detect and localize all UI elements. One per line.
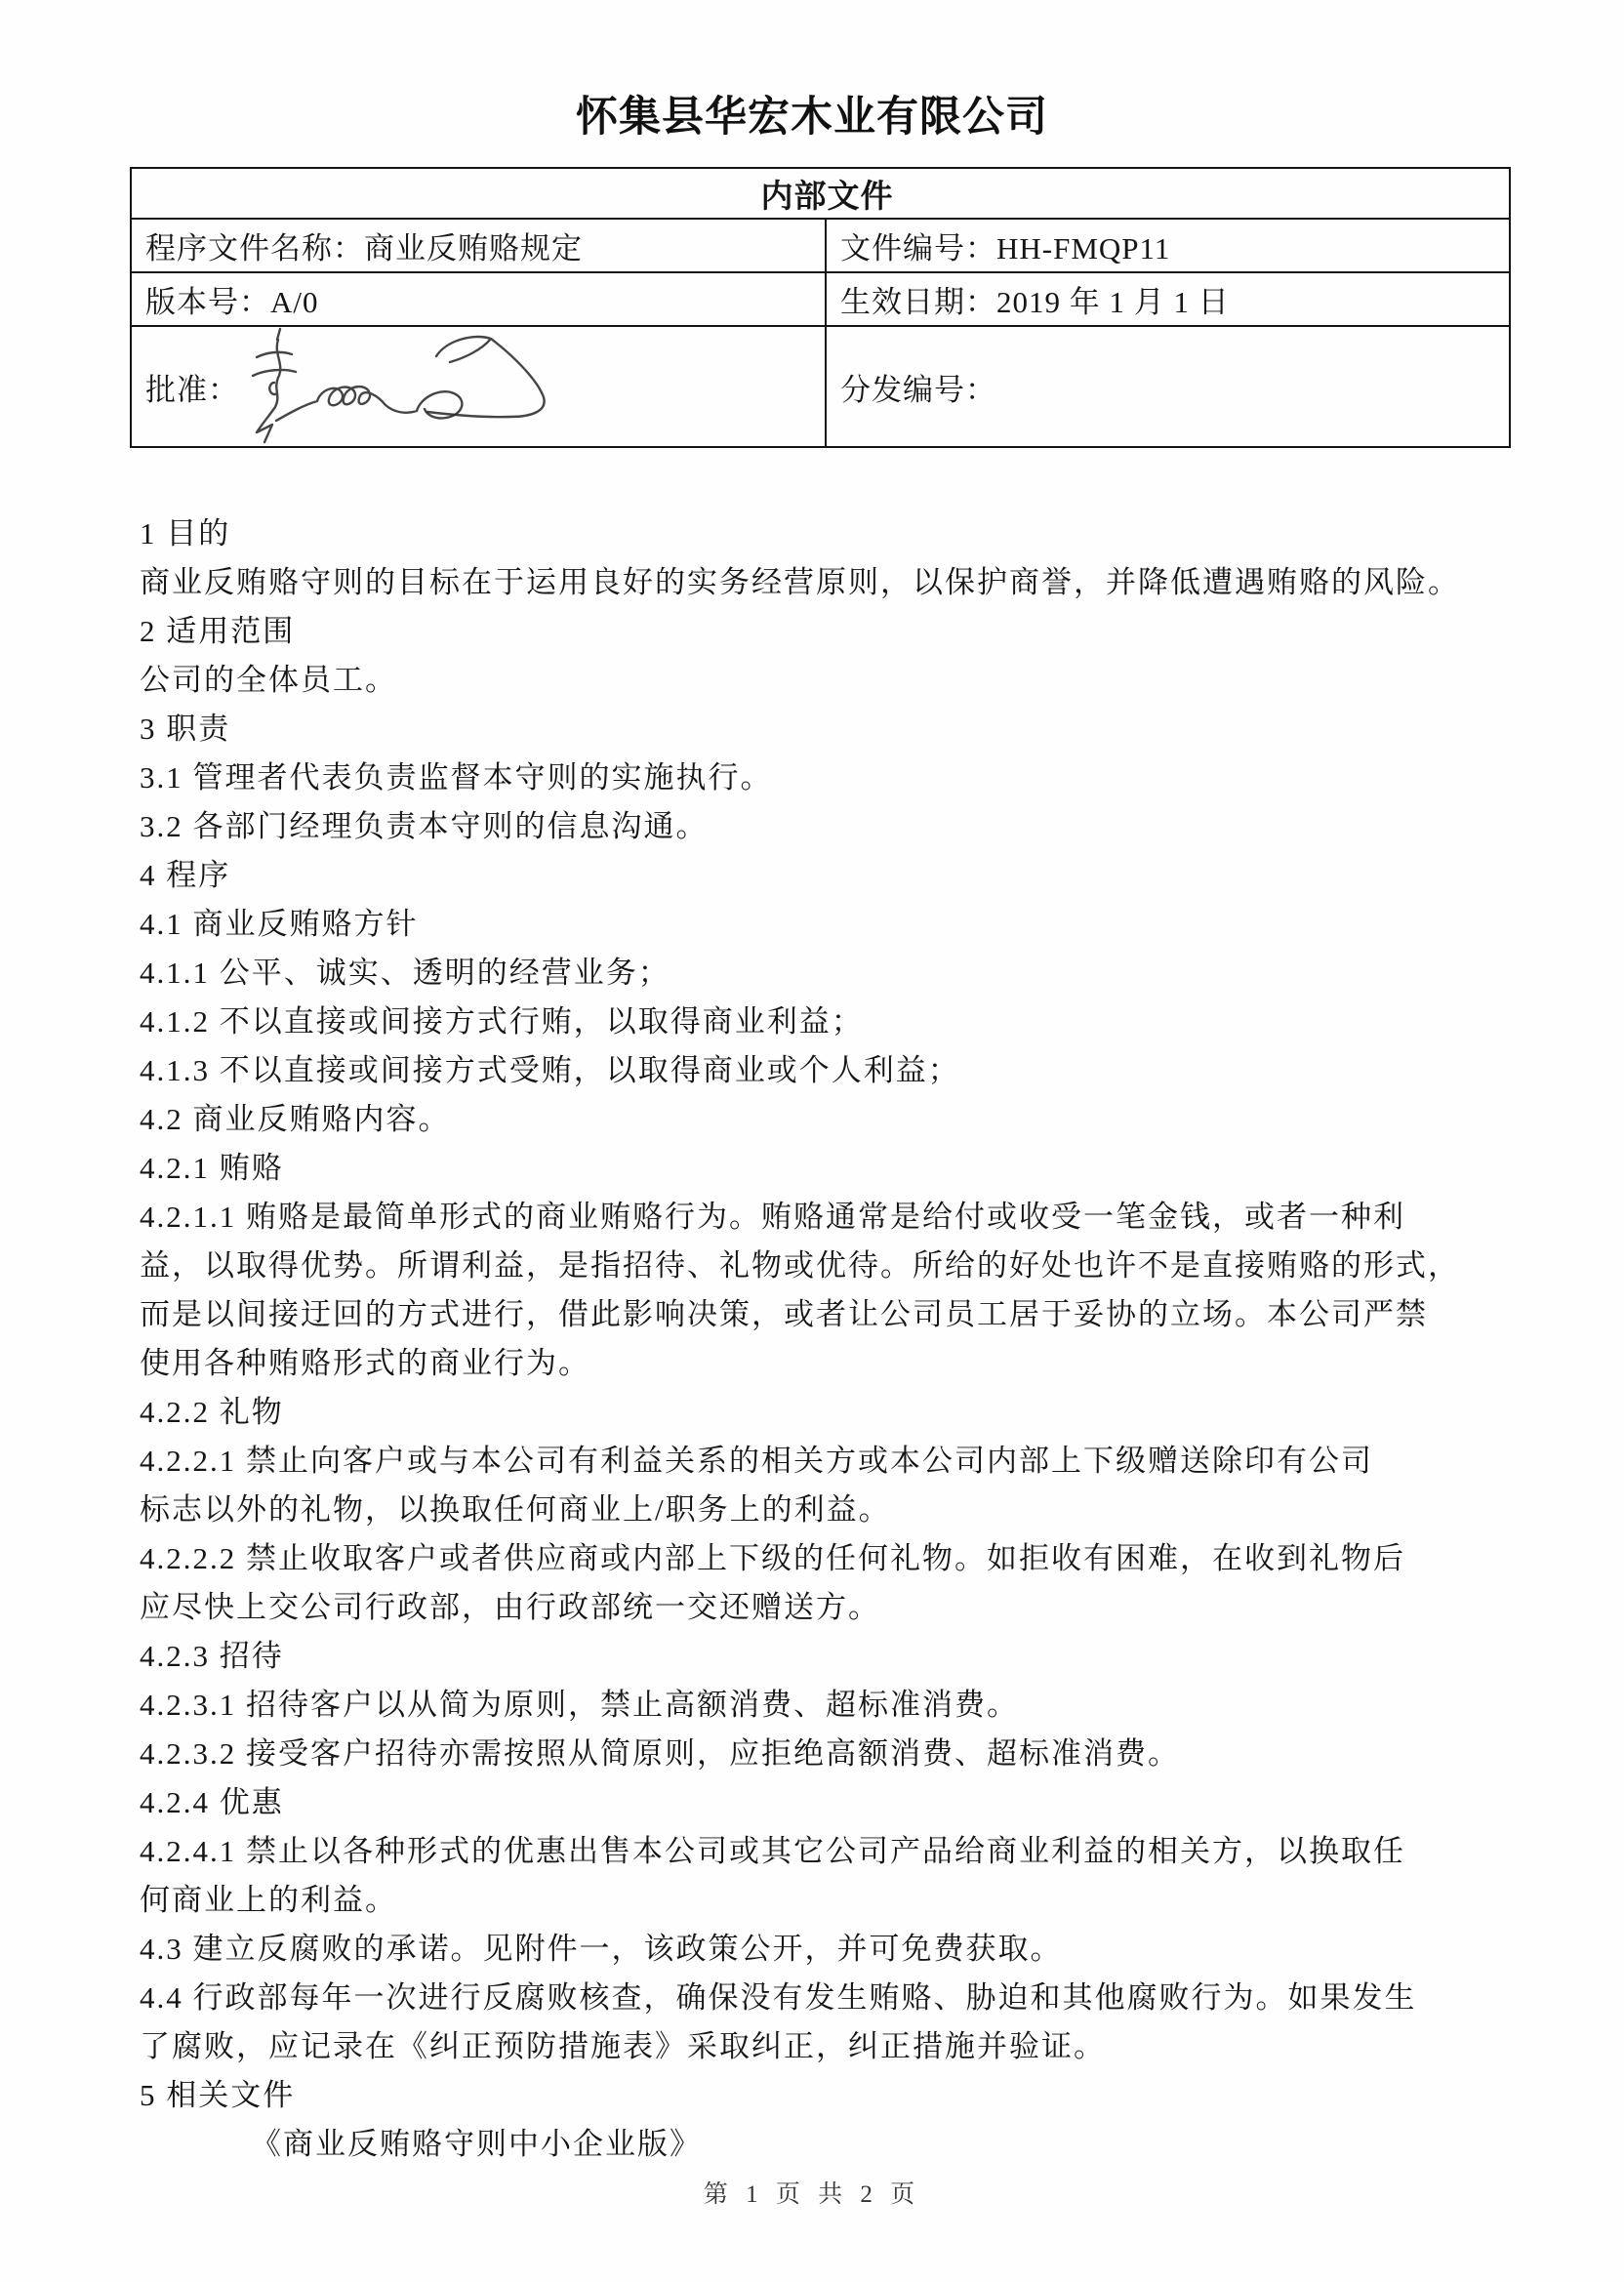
- body-line: 应尽快上交公司行政部，由行政部统一交还赠送方。: [140, 1590, 880, 1624]
- body-line: 4.2.2.2 禁止收取客户或者供应商或内部上下级的任何礼物。如拒收有困难，在收到礼物后: [140, 1541, 1405, 1575]
- body-line: 而是以间接迂回的方式进行，借此影响决策，或者让公司员工居于妥协的立场。本公司严禁: [140, 1297, 1428, 1331]
- body-line: 4.2.4.1 禁止以各种形式的优惠出售本公司或其它公司产品给商业利益的相关方，以换取任: [140, 1834, 1405, 1868]
- company-title: 怀集县华宏木业有限公司: [576, 94, 1048, 141]
- cell-version: 版本号：A/0: [131, 272, 826, 326]
- internal-document-header: 内部文件: [131, 168, 1510, 219]
- body-line: 4.2.2.1 禁止向客户或与本公司有利益关系的相关方或本公司内部上下级赠送除印有公司: [140, 1444, 1373, 1478]
- cell-effective-date: 生效日期：2019 年 1 月 1 日: [826, 272, 1510, 326]
- body-line: 公司的全体员工。: [140, 663, 397, 697]
- table-row: [131, 272, 1510, 326]
- body-line: 4.2.3 招待: [140, 1639, 284, 1673]
- body-line: 标志以外的礼物，以换取任何商业上/职务上的利益。: [140, 1492, 891, 1527]
- table-row: [131, 326, 1510, 447]
- body-line: 4.2.3.2 接受客户招待亦需按照从简原则，应拒绝高额消费、超标准消费。: [140, 1736, 1180, 1771]
- table-row: [131, 168, 1510, 219]
- body-line: 2 适用范围: [140, 614, 296, 648]
- body-line: 了腐败，应记录在《纠正预防措施表》采取纠正，纠正措施并验证。: [140, 2029, 1106, 2063]
- body-line: 4 程序: [140, 858, 231, 892]
- body-line: 1 目的: [140, 516, 231, 550]
- body-line: 何商业上的利益。: [140, 1883, 397, 1917]
- body-line: 《商业反贿赂守则中小企业版》: [251, 2127, 702, 2161]
- body-line: 4.1 商业反贿赂方针: [140, 907, 419, 941]
- body-line: 商业反贿赂守则的目标在于运用良好的实务经营原则，以保护商誉，并降低遭遇贿赂的风险。: [140, 565, 1460, 599]
- cell-procedure-name: 程序文件名称：商业反贿赂规定: [131, 219, 826, 272]
- page-footer: 第 1 页 共 2 页: [703, 2181, 921, 2208]
- body-line: 4.2.2 礼物: [140, 1395, 284, 1429]
- approval-label: 批准：: [145, 372, 239, 407]
- approval-signature-icon: [229, 327, 620, 446]
- body-line: 4.4 行政部每年一次进行反腐败核查，确保没有发生贿赂、胁迫和其他腐败行为。如果发生: [140, 1980, 1417, 2015]
- table-row: [131, 219, 1510, 272]
- cell-document-number: 文件编号：HH-FMQP11: [826, 219, 1510, 272]
- body-line: 4.1.3 不以直接或间接方式受贿，以取得商业或个人利益；: [140, 1053, 960, 1087]
- body-line: 4.2 商业反贿赂内容。: [140, 1102, 451, 1136]
- body-line: 5 相关文件: [140, 2078, 296, 2112]
- document-header-table: [130, 167, 1511, 448]
- cell-approval: [131, 326, 826, 447]
- body-line: 使用各种贿赂形式的商业行为。: [140, 1346, 590, 1380]
- body-line: 4.2.4 优惠: [140, 1785, 284, 1819]
- body-line: 4.3 建立反腐败的承诺。见附件一，该政策公开，并可免费获取。: [140, 1932, 1063, 1966]
- body-line: 3.2 各部门经理负责本守则的信息沟通。: [140, 809, 709, 843]
- body-line: 3.1 管理者代表负责监督本守则的实施执行。: [140, 760, 773, 795]
- body-line: 益，以取得优势。所谓利益，是指招待、礼物或优待。所给的好处也许不是直接贿赂的形式，: [140, 1248, 1460, 1283]
- document-body: [140, 509, 1516, 2169]
- body-line: 4.2.1.1 贿赂是最简单形式的商业贿赂行为。贿赂通常是给付或收受一笔金钱，或者一种利: [140, 1200, 1405, 1234]
- body-line: 4.1.2 不以直接或间接方式行贿，以取得商业利益；: [140, 1004, 864, 1039]
- cell-distribution-number: 分发编号：: [826, 326, 1510, 447]
- body-line: 4.2.3.1 招待客户以从简为原则，禁止高额消费、超标准消费。: [140, 1688, 1019, 1722]
- body-line: 4.1.1 公平、诚实、透明的经营业务；: [140, 956, 670, 990]
- body-line: 3 职责: [140, 712, 231, 746]
- body-line: 4.2.1 贿赂: [140, 1151, 284, 1185]
